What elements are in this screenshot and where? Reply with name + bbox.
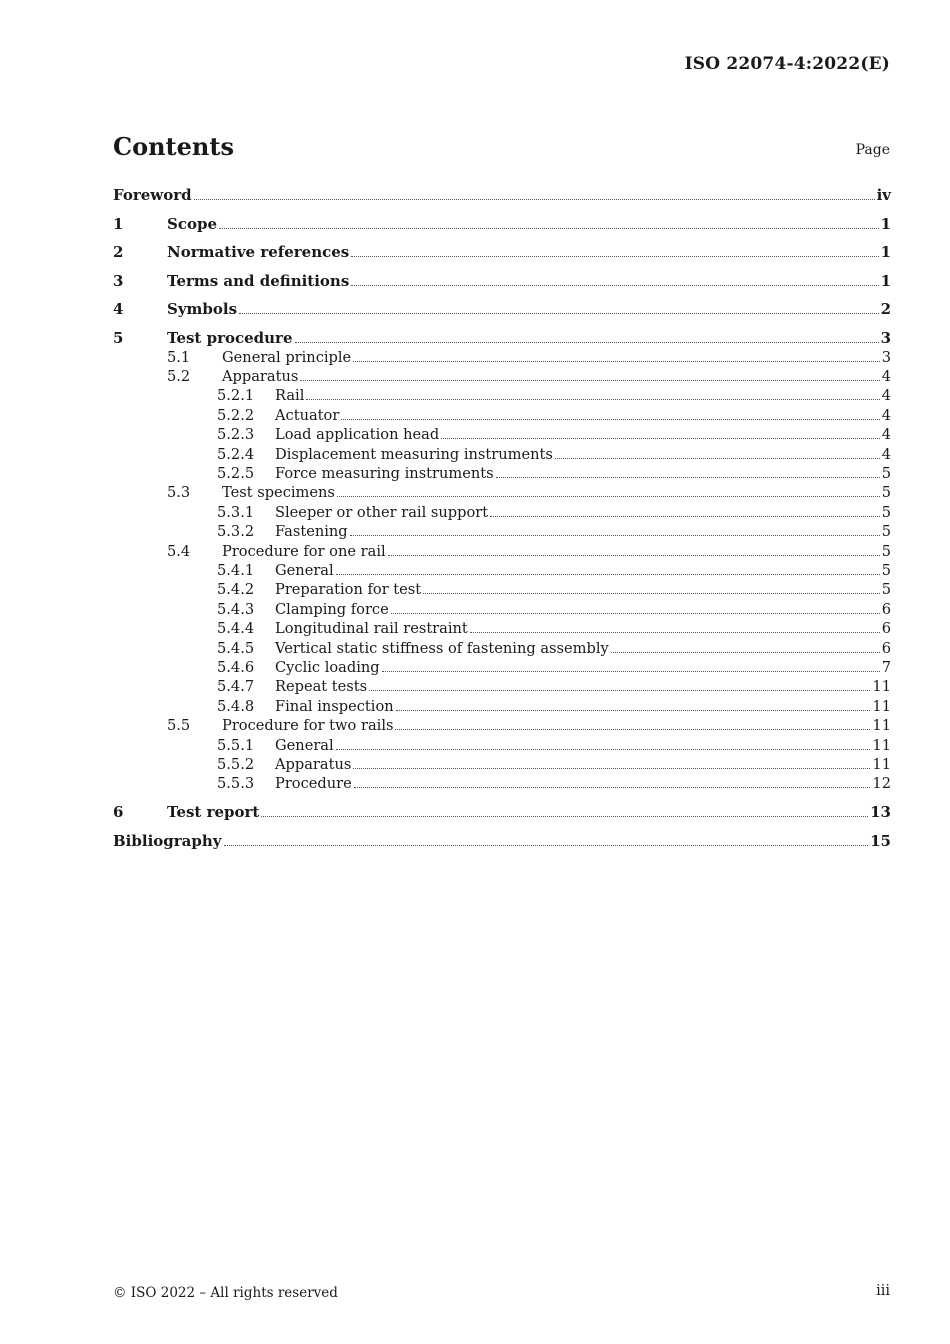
toc-entry-number: 5.2.5 — [217, 464, 255, 482]
toc-entry-page: 15 — [870, 831, 891, 850]
toc-entry[interactable] — [113, 503, 891, 522]
toc-entry-title: Displacement measuring instruments — [275, 445, 553, 463]
toc-entry-page: 4 — [881, 445, 891, 463]
dot-leader — [470, 631, 880, 633]
toc-entry-number: 5.4.2 — [217, 581, 255, 599]
toc-entry-number: 5.4.3 — [217, 600, 255, 618]
toc-entry[interactable] — [113, 386, 891, 405]
toc-entry[interactable] — [113, 774, 891, 793]
toc-entry[interactable] — [113, 658, 891, 677]
toc-entry-page: 3 — [880, 328, 891, 347]
dot-leader — [391, 612, 880, 614]
toc-entry-title: Test procedure — [167, 328, 293, 347]
toc-entry-number: 5.4.6 — [217, 659, 255, 676]
toc-entry[interactable] — [113, 425, 891, 444]
toc-entry-title: Test specimens — [222, 484, 335, 502]
toc-entry[interactable] — [113, 619, 891, 638]
dot-leader — [354, 786, 871, 788]
toc-entry-number: 5.3.2 — [217, 523, 255, 541]
toc-entry-number: 5.4.1 — [217, 561, 255, 579]
dot-leader — [295, 341, 879, 343]
toc-entry-page: 6 — [881, 620, 891, 638]
toc-entry-page: 1 — [880, 271, 891, 290]
toc-entry-title: Force measuring instruments — [275, 464, 494, 482]
toc-entry-page: 5 — [881, 523, 891, 541]
dot-leader — [369, 689, 870, 691]
toc-entry-number: 5.2 — [167, 367, 191, 385]
dot-leader — [351, 255, 878, 257]
toc-entry-title: Apparatus — [222, 367, 299, 385]
toc-entry[interactable] — [113, 542, 891, 561]
toc-entry-page: 1 — [880, 243, 891, 261]
toc-entry-number: 5 — [113, 328, 124, 347]
toc-entry-page: 11 — [872, 736, 891, 754]
toc-entry-number: 5.4.4 — [217, 620, 255, 638]
toc-entry-title: Bibliography — [113, 831, 222, 850]
toc-entry-page: 12 — [872, 775, 891, 793]
toc-entry[interactable] — [113, 367, 891, 386]
toc-entry[interactable] — [113, 299, 891, 319]
toc-entry-title: Load application head — [275, 426, 440, 444]
toc-entry-number: 1 — [113, 214, 124, 233]
toc-entry-number: 6 — [113, 803, 124, 822]
toc-entry-title: Terms and definitions — [167, 271, 350, 290]
toc-entry-title: Repeat tests — [275, 678, 368, 696]
dot-leader — [239, 312, 879, 314]
toc-entry-title: Foreword — [113, 186, 192, 204]
toc-entry-title: General — [275, 736, 334, 754]
toc-entry-number: 5.5.3 — [217, 775, 255, 793]
toc-entry-page: 11 — [872, 678, 891, 696]
dot-leader — [194, 198, 875, 200]
dot-leader — [423, 592, 880, 594]
toc-entry-title: Longitudinal rail restraint — [275, 620, 468, 638]
dot-leader — [341, 418, 879, 420]
toc-entry-title: Apparatus — [275, 756, 352, 774]
toc-entry-title: Scope — [167, 214, 218, 233]
toc-entry-title: Clamping force — [275, 600, 389, 618]
dot-leader — [224, 844, 869, 846]
dot-leader — [353, 360, 880, 362]
document-id: ISO 22074-4:2022(E) — [684, 54, 890, 74]
toc-entry[interactable] — [113, 445, 891, 464]
toc-entry-number: 4 — [113, 300, 124, 318]
toc-entry-page: 5 — [881, 484, 891, 502]
toc-entry-number: 5.2.4 — [217, 445, 255, 463]
page-number: iii — [876, 1283, 890, 1299]
toc-entry[interactable] — [113, 639, 891, 658]
dot-leader — [350, 534, 880, 536]
toc-entry-title: Test report — [167, 803, 260, 822]
toc-entry[interactable] — [113, 831, 891, 851]
dot-leader — [388, 554, 880, 556]
dot-leader — [395, 728, 870, 730]
toc-entry-title: Vertical static stiffness of fastening assembly — [275, 639, 609, 657]
toc-entry[interactable] — [113, 522, 891, 541]
dot-leader — [336, 573, 880, 575]
toc-entry-page: 6 — [881, 639, 891, 657]
toc-entry-number: 5.5.2 — [217, 756, 255, 774]
toc-entry-number: 2 — [113, 243, 124, 261]
toc-entry-number: 5.4.8 — [217, 697, 255, 715]
toc-entry-title: Procedure — [275, 775, 352, 793]
toc-entry-page: 11 — [872, 717, 891, 735]
dot-leader — [555, 457, 880, 459]
toc-entry-page: 4 — [881, 406, 891, 424]
toc-entry-page: 3 — [881, 348, 891, 366]
dot-leader — [611, 651, 880, 653]
toc-entry-number: 5.4.7 — [217, 678, 255, 696]
toc-entry-page: 4 — [881, 426, 891, 444]
toc-entry-title: Final inspection — [275, 697, 394, 715]
toc-entry-page: 11 — [872, 697, 891, 715]
toc-entry[interactable] — [113, 464, 891, 483]
toc-entry-title: Normative references — [167, 243, 350, 261]
dot-leader — [336, 748, 871, 750]
toc-entry[interactable] — [113, 483, 891, 502]
dot-leader — [337, 495, 880, 497]
dot-leader — [351, 284, 878, 286]
toc-entry-page: 5 — [881, 542, 891, 560]
toc-entry-number: 5.4 — [167, 542, 191, 560]
dot-leader — [496, 476, 880, 478]
toc-entry[interactable] — [113, 406, 891, 425]
dot-leader — [441, 437, 880, 439]
toc-entry-page: 4 — [881, 387, 891, 405]
toc-entry-page: 7 — [881, 659, 891, 676]
toc-entry-title: Symbols — [167, 300, 238, 318]
page-column-label: Page — [855, 142, 890, 158]
toc-entry-page: 11 — [872, 756, 891, 774]
toc-entry-number: 3 — [113, 271, 124, 290]
toc-entry[interactable] — [113, 802, 891, 822]
toc-entry-number: 5.3.1 — [217, 503, 255, 521]
toc-entry[interactable] — [113, 328, 891, 348]
toc-entry-page: 4 — [881, 367, 891, 385]
toc-entry[interactable] — [113, 242, 891, 262]
toc-entry[interactable] — [113, 580, 891, 599]
dot-leader — [306, 398, 879, 400]
toc-entry-page: 5 — [881, 503, 891, 521]
toc-entry-title: Procedure for two rails — [222, 717, 394, 735]
toc-entry[interactable] — [113, 271, 891, 291]
toc-entry-page: 5 — [881, 561, 891, 579]
toc-entry[interactable] — [113, 561, 891, 580]
toc-entry[interactable] — [113, 348, 891, 367]
toc-entry-number: 5.2.2 — [217, 406, 255, 424]
toc-entry[interactable] — [113, 755, 891, 774]
toc-entry[interactable] — [113, 214, 891, 234]
toc-entry[interactable] — [113, 600, 891, 619]
toc-entry[interactable] — [113, 736, 891, 755]
dot-leader — [300, 379, 879, 381]
table-of-contents — [113, 185, 891, 851]
toc-entry-page: 5 — [881, 464, 891, 482]
dot-leader — [396, 709, 871, 711]
toc-entry[interactable] — [113, 185, 891, 205]
toc-entry-title: General — [275, 561, 334, 579]
toc-entry-title: Sleeper or other rail support — [275, 503, 489, 521]
toc-entry-number: 5.5.1 — [217, 736, 255, 754]
dot-leader — [382, 670, 880, 672]
toc-entry-page: 13 — [870, 803, 891, 822]
toc-entry-page: 5 — [881, 581, 891, 599]
toc-entry-title: Cyclic loading — [275, 659, 380, 676]
dot-leader — [219, 227, 879, 229]
toc-entry-number: 5.5 — [167, 717, 191, 735]
toc-entry-title: Actuator — [275, 406, 340, 424]
toc-entry-number: 5.2.3 — [217, 426, 255, 444]
toc-entry-title: Preparation for test — [275, 581, 422, 599]
toc-entry-title: Fastening — [275, 523, 348, 541]
toc-entry-title: Procedure for one rail — [222, 542, 386, 560]
toc-entry-number: 5.1 — [167, 348, 191, 366]
dot-leader — [490, 515, 880, 517]
copyright-notice: © ISO 2022 – All rights reserved — [113, 1285, 338, 1301]
dot-leader — [353, 767, 870, 769]
toc-entry-title: General principle — [222, 348, 352, 366]
toc-entry[interactable] — [113, 697, 891, 716]
toc-entry[interactable] — [113, 716, 891, 735]
dot-leader — [261, 815, 868, 817]
toc-entry[interactable] — [113, 677, 891, 696]
toc-entry-title: Rail — [275, 387, 305, 405]
page-title: Contents — [113, 132, 234, 161]
toc-entry-page: iv — [876, 186, 891, 204]
toc-entry-page: 6 — [881, 600, 891, 618]
toc-entry-page: 1 — [880, 214, 891, 233]
toc-entry-page: 2 — [880, 300, 891, 318]
toc-entry-number: 5.3 — [167, 484, 191, 502]
toc-entry-number: 5.2.1 — [217, 387, 255, 405]
toc-entry-number: 5.4.5 — [217, 639, 255, 657]
